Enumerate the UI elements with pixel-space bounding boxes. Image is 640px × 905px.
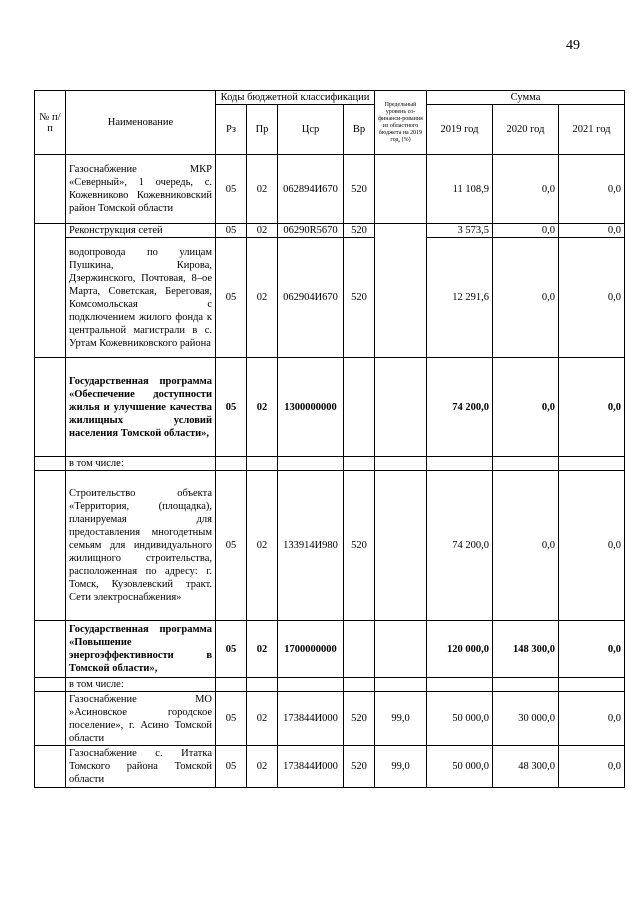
row-name: Газоснабжение МО »Асиновское городское поселение», г. Асино Томской области xyxy=(66,692,216,746)
row-2021: 0,0 xyxy=(559,238,625,358)
budget-table xyxy=(34,90,625,788)
table-row xyxy=(35,471,625,621)
table-row xyxy=(35,457,625,471)
row-2019: 74 200,0 xyxy=(427,358,493,457)
row-2021: 0,0 xyxy=(559,621,625,678)
row-pr: 02 xyxy=(247,746,278,788)
row-2019: 50 000,0 xyxy=(427,692,493,746)
row-2021: 0,0 xyxy=(559,155,625,224)
header-num: № п/п xyxy=(35,91,66,155)
header-csr: Цср xyxy=(278,105,344,155)
row-rz: 05 xyxy=(216,471,247,621)
table-row xyxy=(35,678,625,692)
row-csr: 06290R5670 xyxy=(278,224,344,238)
row-vr: 520 xyxy=(344,692,375,746)
row-name: Государственная программа «Обеспечение доступности жилья и улучшение качества жилищных условий населения Томской области», xyxy=(66,358,216,457)
row-rz: 05 xyxy=(216,224,247,238)
table-row xyxy=(35,692,625,746)
row-2020: 148 300,0 xyxy=(493,621,559,678)
row-pr: 02 xyxy=(247,238,278,358)
row-2019: 12 291,6 xyxy=(427,238,493,358)
header-name: Наименование xyxy=(66,91,216,155)
row-pr: 02 xyxy=(247,155,278,224)
row-cofin xyxy=(375,358,427,457)
row-2019: 74 200,0 xyxy=(427,471,493,621)
row-num xyxy=(35,457,66,471)
header-cofinancing: Предельный уровень со-финанси-рования из областного бюджета на 2019 год, (%) xyxy=(375,91,427,155)
header-vr: Вр xyxy=(344,105,375,155)
header-2019: 2019 год xyxy=(427,105,493,155)
row-cofin xyxy=(375,471,427,621)
row-name: водопровода по улицам Пушкина, Кирова, Дзержинского, Почтовая, 8–ое Марта, Советская, Береговая, Комсомольская с подключением жилого фонда к центральной магистрали в с. Уртам Кожевниковского района xyxy=(66,238,216,358)
row-csr: 062904И670 xyxy=(278,238,344,358)
header-rz: Рз xyxy=(216,105,247,155)
row-name: Государственная программа «Повышение энергоэффективности в Томской области», xyxy=(66,621,216,678)
row-2020: 30 000,0 xyxy=(493,692,559,746)
row-vr: 520 xyxy=(344,224,375,238)
row-pr: 02 xyxy=(247,358,278,457)
row-rz: 05 xyxy=(216,692,247,746)
row-vr xyxy=(344,621,375,678)
row-csr: 062894И670 xyxy=(278,155,344,224)
row-csr: 173844И000 xyxy=(278,692,344,746)
row-vr: 520 xyxy=(344,746,375,788)
row-2019: 50 000,0 xyxy=(427,746,493,788)
row-vr: 520 xyxy=(344,238,375,358)
table-row xyxy=(35,358,625,457)
row-csr: 1300000000 xyxy=(278,358,344,457)
row-pr: 02 xyxy=(247,471,278,621)
row-2021: 0,0 xyxy=(559,746,625,788)
row-pr: 02 xyxy=(247,692,278,746)
header-codes-group: Коды бюджетной классификации xyxy=(216,91,375,105)
row-vr: 520 xyxy=(344,471,375,621)
header-2020: 2020 год xyxy=(493,105,559,155)
row-num xyxy=(35,155,66,224)
row-csr: 1700000000 xyxy=(278,621,344,678)
row-cofin xyxy=(375,155,427,224)
row-2021: 0,0 xyxy=(559,692,625,746)
row-name: Реконструкция сетей xyxy=(66,224,216,238)
header-2021: 2021 год xyxy=(559,105,625,155)
row-pr: 02 xyxy=(247,224,278,238)
row-num xyxy=(35,471,66,621)
row-cofin: 99,0 xyxy=(375,746,427,788)
row-2019: 120 000,0 xyxy=(427,621,493,678)
row-num xyxy=(35,746,66,788)
row-2020: 0,0 xyxy=(493,224,559,238)
row-2020: 48 300,0 xyxy=(493,746,559,788)
row-name: в том числе: xyxy=(66,457,216,471)
row-cofin xyxy=(375,621,427,678)
header-pr: Пр xyxy=(247,105,278,155)
row-vr: 520 xyxy=(344,155,375,224)
table-row xyxy=(35,155,625,224)
row-rz: 05 xyxy=(216,746,247,788)
row-pr: 02 xyxy=(247,621,278,678)
row-num xyxy=(35,621,66,678)
row-2019: 3 573,5 xyxy=(427,224,493,238)
row-2019: 11 108,9 xyxy=(427,155,493,224)
row-name: Строительство объекта «Территория, (площадка), планируемая для предоставления многодетным семьям для индивидуального жилищного строительства, расположенная по адресу: г. Томск, Кузовлевский тракт. Сети электроснабжения» xyxy=(66,471,216,621)
row-num xyxy=(35,678,66,692)
row-2020: 0,0 xyxy=(493,155,559,224)
row-rz: 05 xyxy=(216,358,247,457)
row-name: в том числе: xyxy=(66,678,216,692)
row-2020: 0,0 xyxy=(493,471,559,621)
row-vr xyxy=(344,358,375,457)
table-row xyxy=(35,224,625,238)
row-num xyxy=(35,224,66,358)
row-2021: 0,0 xyxy=(559,224,625,238)
row-2020: 0,0 xyxy=(493,358,559,457)
table-row xyxy=(35,621,625,678)
row-cofin xyxy=(375,224,427,358)
row-name: Газоснабжение МКР «Северный», 1 очередь, с. Кожевниково Кожевниковский район Томской области xyxy=(66,155,216,224)
row-cofin: 99,0 xyxy=(375,692,427,746)
row-2021: 0,0 xyxy=(559,471,625,621)
header-sum-group: Сумма xyxy=(427,91,625,105)
row-rz: 05 xyxy=(216,155,247,224)
row-2020: 0,0 xyxy=(493,238,559,358)
row-num xyxy=(35,358,66,457)
page-number: 49 xyxy=(566,38,580,53)
row-name: Газоснабжение с. Итатка Томского района Томской области xyxy=(66,746,216,788)
row-csr: 133914И980 xyxy=(278,471,344,621)
table-row xyxy=(35,238,625,358)
row-rz: 05 xyxy=(216,621,247,678)
row-csr: 173844И000 xyxy=(278,746,344,788)
table-row xyxy=(35,746,625,788)
row-rz: 05 xyxy=(216,238,247,358)
row-2021: 0,0 xyxy=(559,358,625,457)
row-num xyxy=(35,692,66,746)
